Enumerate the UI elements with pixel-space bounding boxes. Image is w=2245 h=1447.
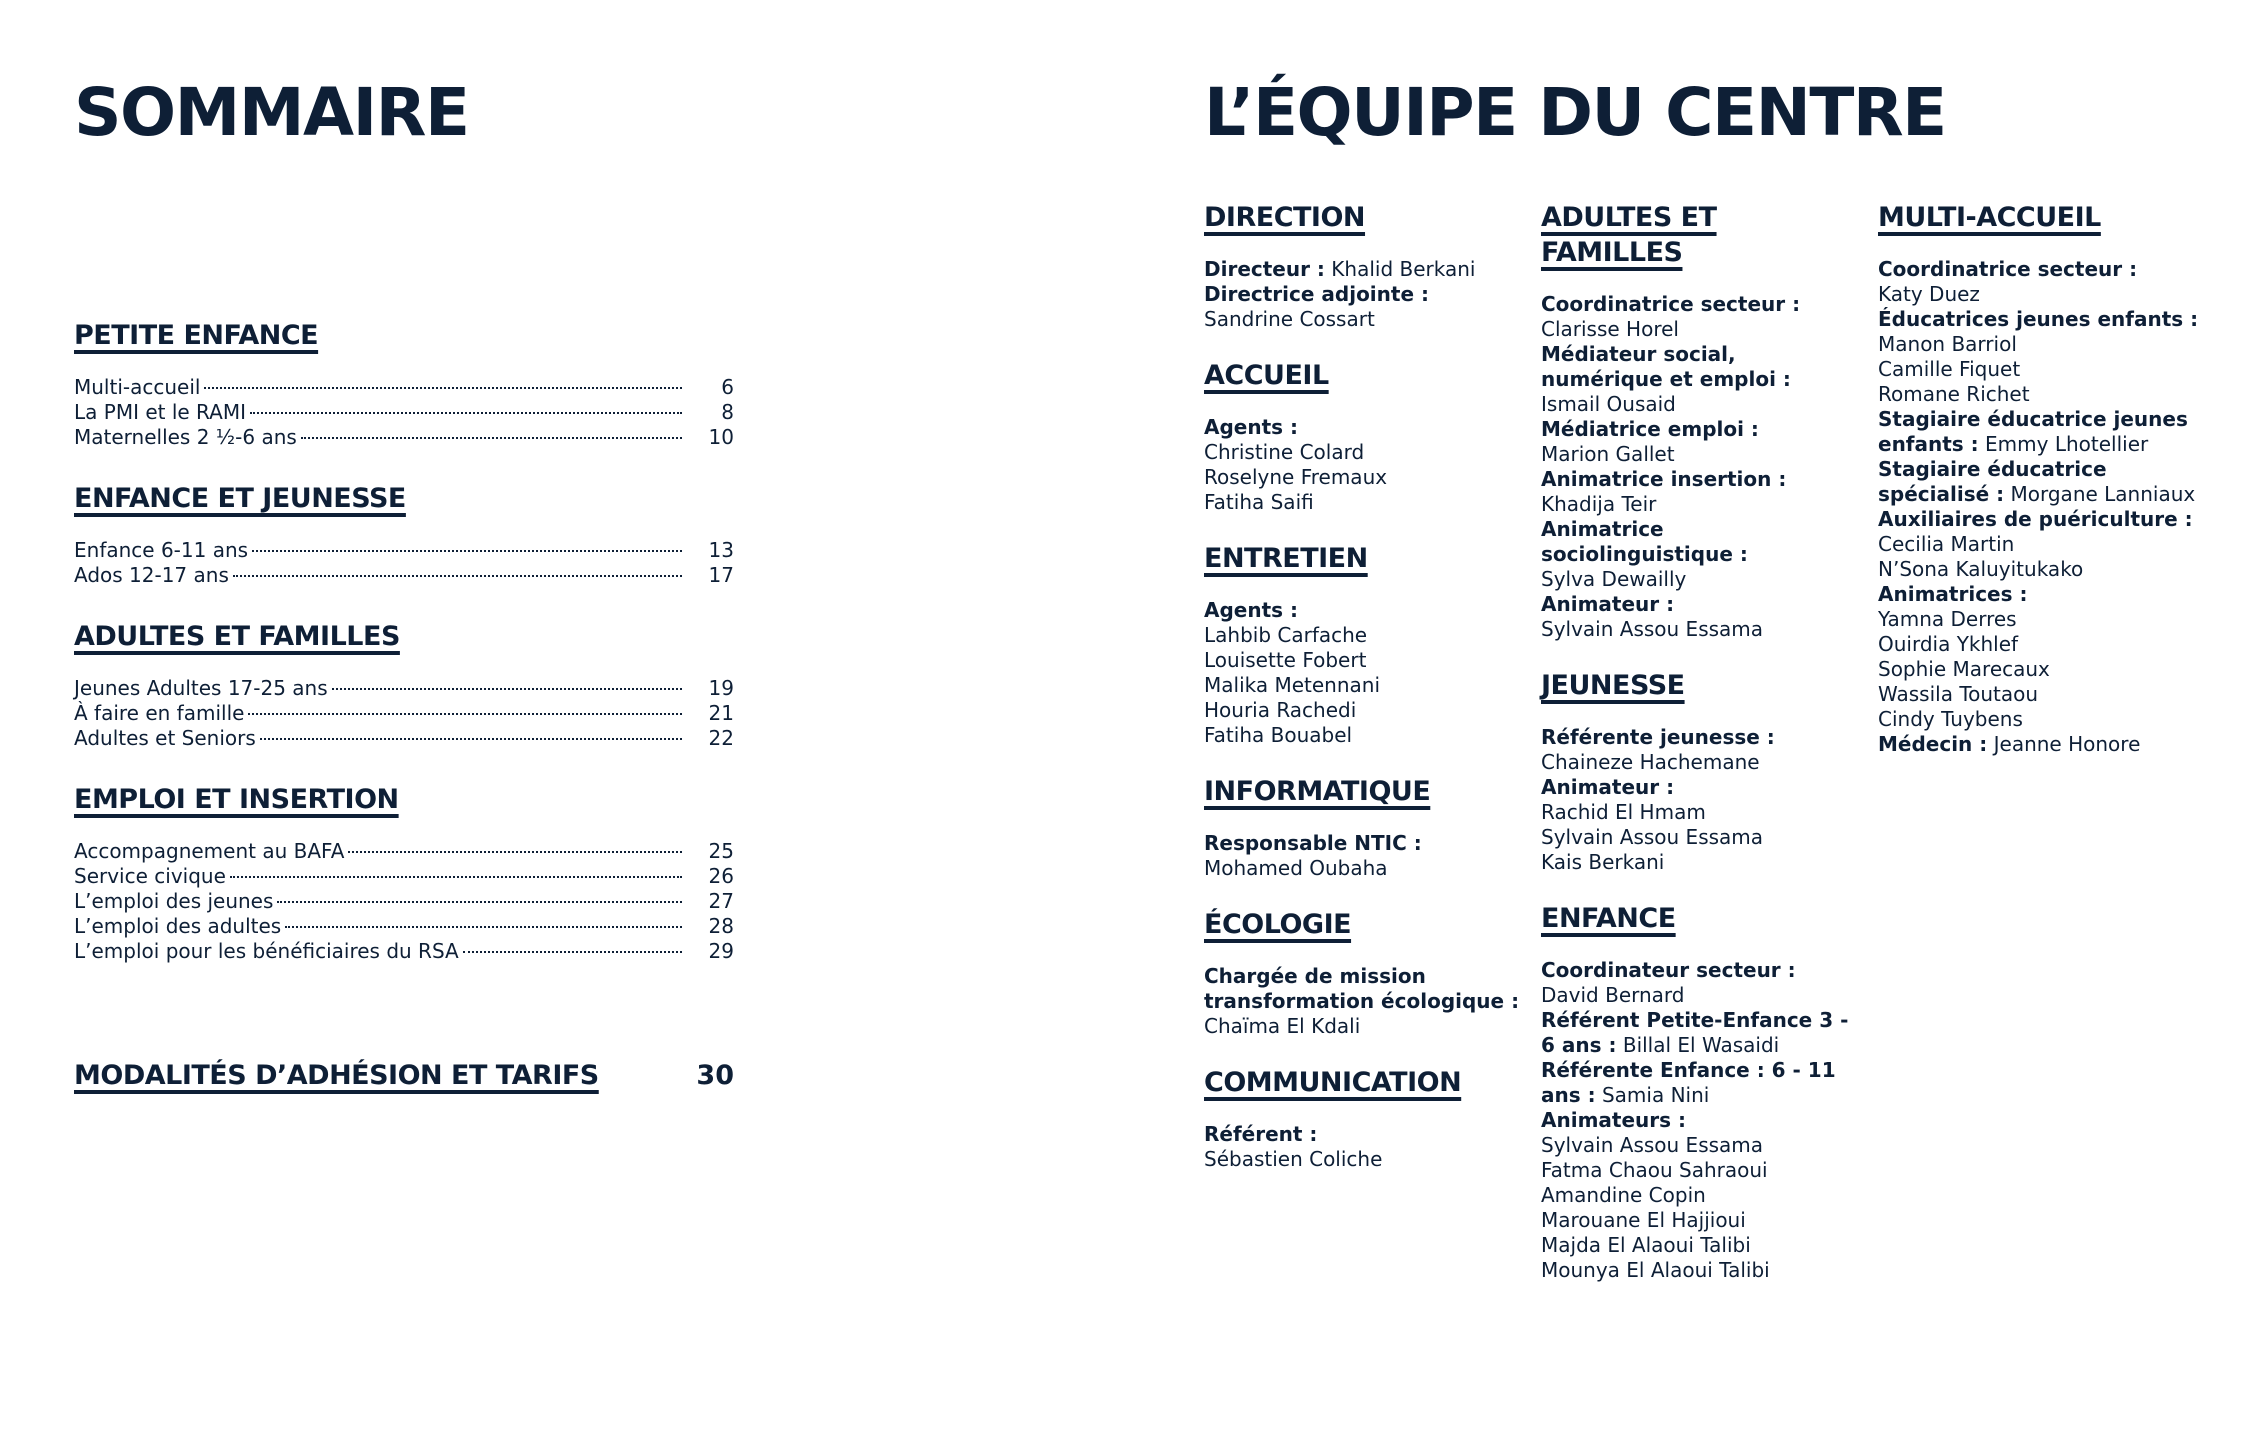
team-member-list — [1204, 1147, 1524, 1172]
team-role: Agents : — [1204, 415, 1299, 439]
team-section — [1541, 901, 1861, 1283]
team-member-list — [1541, 492, 1861, 517]
team-member: Chaineze Hachemane — [1541, 750, 1760, 774]
team-member: Sébastien Coliche — [1204, 1147, 1383, 1171]
team-member-inline: Samia Nini — [1601, 1083, 1710, 1107]
toc-entry-label[interactable]: Accompagnement au BAFA — [74, 839, 345, 863]
team-column-1 — [1204, 200, 1524, 1198]
team-member-list — [1878, 282, 2208, 307]
toc-dot-leader — [277, 901, 682, 903]
team-entry — [1204, 282, 1524, 332]
team-member-list — [1541, 617, 1861, 642]
team-role: Coordinateur secteur : — [1541, 958, 1796, 982]
team-role: Animatrice sociolinguistique : — [1541, 517, 1748, 566]
team-entry — [1204, 964, 1524, 1039]
toc-entry-label[interactable]: Ados 12-17 ans — [74, 563, 229, 587]
toc-dot-leader — [285, 926, 682, 928]
team-section — [1204, 541, 1524, 748]
team-entry — [1541, 517, 1861, 592]
toc-entry[interactable] — [74, 914, 734, 939]
team-entry — [1878, 307, 2208, 407]
team-member: Ouirdia Ykhlef — [1878, 632, 2019, 656]
team-entry — [1878, 582, 2208, 732]
team-entry — [1541, 592, 1861, 642]
team-member-list — [1204, 623, 1524, 748]
toc-entry-page: 6 — [721, 375, 734, 399]
team-member-list — [1541, 392, 1861, 417]
team-role: Stagiaire éducatrice spécialisé : — [1878, 457, 2107, 506]
team-role: Animatrice insertion : — [1541, 467, 1787, 491]
toc-entry-label[interactable]: À faire en famille — [74, 701, 245, 725]
toc-final-title[interactable]: MODALITÉS D’ADHÉSION ET TARIFS — [74, 1060, 599, 1091]
team-member: Cindy Tuybens — [1878, 707, 2023, 731]
team-role: Référent : — [1204, 1122, 1318, 1146]
toc-dot-leader — [301, 437, 682, 439]
team-column-3 — [1878, 200, 2208, 783]
team-entry — [1541, 725, 1861, 775]
team-section — [1541, 668, 1861, 875]
team-member: Wassila Toutaou — [1878, 682, 2039, 706]
team-section-title: ADULTES ET FAMILLES — [1541, 202, 1717, 268]
team-member: Amandine Copin — [1541, 1183, 1706, 1207]
team-role: Animateurs : — [1541, 1108, 1686, 1132]
team-member: Houria Rachedi — [1204, 698, 1357, 722]
toc-entry-page: 26 — [708, 864, 734, 888]
team-entry — [1878, 507, 2208, 582]
toc-section — [74, 621, 734, 751]
toc-entry-page: 21 — [708, 701, 734, 725]
team-entry — [1541, 1108, 1861, 1283]
team-member: Louisette Fobert — [1204, 648, 1367, 672]
team-member-list — [1204, 856, 1524, 881]
team-member: Marion Gallet — [1541, 442, 1675, 466]
team-member-list — [1541, 983, 1861, 1008]
toc-entry[interactable] — [74, 563, 734, 588]
page-title-equipe: L’ÉQUIPE DU CENTRE — [1204, 74, 1946, 151]
team-member-list — [1878, 607, 2208, 732]
team-member: Mohamed Oubaha — [1204, 856, 1388, 880]
team-member-list — [1541, 800, 1861, 875]
team-member: Sylva Dewailly — [1541, 567, 1687, 591]
toc-dot-leader — [332, 688, 682, 690]
team-column-2 — [1541, 200, 1861, 1309]
toc-entry[interactable] — [74, 701, 734, 726]
toc-dot-leader — [260, 738, 682, 740]
toc-dot-leader — [252, 550, 682, 552]
team-role: Animatrices : — [1878, 582, 2028, 606]
team-member-list — [1541, 567, 1861, 592]
team-member: Roselyne Fremaux — [1204, 465, 1388, 489]
toc-list — [74, 676, 734, 751]
team-member-list — [1878, 357, 2208, 407]
team-member: Kais Berkani — [1541, 850, 1665, 874]
team-member-inline: Khalid Berkani — [1331, 257, 1476, 281]
team-entry — [1878, 457, 2208, 507]
toc-section-title: ADULTES ET FAMILLES — [74, 621, 400, 652]
toc-entry-label[interactable]: Enfance 6-11 ans — [74, 538, 249, 562]
team-member-inline: Billal El Wasaidi — [1622, 1033, 1780, 1057]
toc-section-title: EMPLOI ET INSERTION — [74, 784, 399, 815]
team-member: Sylvain Assou Essama — [1541, 617, 1764, 641]
team-section — [1204, 358, 1524, 515]
team-member-list — [1541, 750, 1861, 775]
team-member: Marouane El Hajjioui — [1541, 1208, 1746, 1232]
toc-entry-label[interactable]: L’emploi des jeunes — [74, 889, 274, 913]
team-member: Fatma Chaou Sahraoui — [1541, 1158, 1768, 1182]
team-section-title: ACCUEIL — [1204, 360, 1329, 391]
team-entry — [1541, 958, 1861, 1008]
team-section-title: ENFANCE — [1541, 903, 1676, 934]
team-role: Animateur : — [1541, 592, 1675, 616]
team-entry — [1878, 732, 2208, 757]
toc-dot-leader — [348, 851, 682, 853]
toc-entry[interactable] — [74, 375, 734, 400]
team-member: Chaïma El Kdali — [1204, 1014, 1361, 1038]
team-member: Sylvain Assou Essama — [1541, 825, 1764, 849]
toc-entry-page: 27 — [708, 889, 734, 913]
table-of-contents — [74, 320, 734, 997]
toc-dot-leader — [230, 876, 682, 878]
toc-entry-label[interactable]: L’emploi pour les bénéficiaires du RSA — [74, 939, 459, 963]
team-entry — [1878, 407, 2208, 457]
toc-entry[interactable] — [74, 726, 734, 751]
team-member: Rachid El Hmam — [1541, 800, 1706, 824]
team-role: Auxiliaires de puériculture : — [1878, 507, 2193, 531]
team-role: Responsable NTIC : — [1204, 831, 1422, 855]
toc-dot-leader — [204, 387, 682, 389]
team-role: Coordinatrice secteur : — [1541, 292, 1801, 316]
team-member-inline: Manon Barriol — [1878, 332, 2017, 356]
toc-entry-page: 28 — [708, 914, 734, 938]
team-entry — [1541, 467, 1861, 517]
team-entry — [1204, 598, 1524, 748]
toc-entry-label[interactable]: Service civique — [74, 864, 226, 888]
team-member: Fatiha Bouabel — [1204, 723, 1353, 747]
team-member-list — [1541, 317, 1861, 342]
team-member: Sophie Marecaux — [1878, 657, 2050, 681]
toc-dot-leader — [463, 951, 682, 953]
team-member: Christine Colard — [1204, 440, 1365, 464]
toc-entry[interactable] — [74, 676, 734, 701]
team-member-inline: Jeanne Honore — [1993, 732, 2141, 756]
team-member: Sylvain Assou Essama — [1541, 1133, 1764, 1157]
team-member: Sandrine Cossart — [1204, 307, 1375, 331]
toc-entry-page: 13 — [708, 538, 734, 562]
team-role: Coordinatrice secteur : — [1878, 257, 2138, 281]
team-section — [1204, 774, 1524, 881]
team-member-list — [1541, 442, 1861, 467]
toc-entry-page: 10 — [708, 425, 734, 449]
toc-dot-leader — [248, 713, 682, 715]
team-section-title: ENTRETIEN — [1204, 543, 1368, 574]
toc-section — [74, 483, 734, 588]
toc-entry-label[interactable]: Adultes et Seniors — [74, 726, 256, 750]
team-section-title: ÉCOLOGIE — [1204, 909, 1352, 940]
toc-entry[interactable] — [74, 538, 734, 563]
toc-final-page: 30 — [696, 1060, 734, 1091]
toc-entry[interactable] — [74, 889, 734, 914]
team-member: Majda El Alaoui Talibi — [1541, 1233, 1751, 1257]
toc-entry-label[interactable]: L’emploi des adultes — [74, 914, 282, 938]
team-entry — [1541, 1058, 1861, 1108]
team-member: N’Sona Kaluyitukako — [1878, 557, 2084, 581]
team-member: Camille Fiquet — [1878, 357, 2021, 381]
toc-entry-label[interactable]: La PMI et le RAMI — [74, 400, 246, 424]
toc-entry[interactable] — [74, 425, 734, 450]
team-role: Référente Enfance : 6 - 11 ans : — [1541, 1058, 1836, 1107]
toc-list — [74, 538, 734, 588]
page-title-sommaire: SOMMAIRE — [74, 74, 469, 151]
team-member: Ismail Ousaid — [1541, 392, 1676, 416]
toc-section — [74, 784, 734, 964]
team-role: Médiatrice emploi : — [1541, 417, 1759, 441]
team-section — [1204, 200, 1524, 332]
toc-section-title: ENFANCE ET JEUNESSE — [74, 483, 406, 514]
toc-entry-page: 8 — [721, 400, 734, 424]
toc-entry[interactable] — [74, 864, 734, 889]
team-member: Katy Duez — [1878, 282, 1980, 306]
team-member-list — [1541, 1133, 1861, 1283]
team-section-title: MULTI-ACCUEIL — [1878, 202, 2101, 233]
team-member: Romane Richet — [1878, 382, 2030, 406]
team-entry — [1204, 831, 1524, 881]
team-role: Stagiaire éducatrice jeunes enfants : — [1878, 407, 2188, 456]
team-role: Médecin : — [1878, 732, 1988, 756]
team-member: Mounya El Alaoui Talibi — [1541, 1258, 1770, 1282]
team-member-list — [1204, 1014, 1524, 1039]
toc-entry-page: 17 — [708, 563, 734, 587]
team-role: Animateur : — [1541, 775, 1675, 799]
team-role: Chargée de mission transformation écologique : — [1204, 964, 1520, 1013]
toc-final-entry[interactable] — [74, 1060, 734, 1091]
team-section — [1878, 200, 2208, 757]
team-role: Éducatrices jeunes enfants : — [1878, 307, 2199, 331]
team-section — [1541, 200, 1861, 642]
team-member: Khadija Teir — [1541, 492, 1657, 516]
team-section — [1204, 907, 1524, 1039]
team-member-inline: Emmy Lhotellier — [1985, 432, 2149, 456]
team-member: Clarisse Horel — [1541, 317, 1679, 341]
team-member: Fatiha Saifi — [1204, 490, 1314, 514]
team-role: Référent Petite-Enfance 3 - 6 ans : — [1541, 1008, 1849, 1057]
team-entry — [1541, 417, 1861, 467]
toc-entry-label[interactable]: Multi-accueil — [74, 375, 201, 399]
toc-entry-page: 29 — [708, 939, 734, 963]
team-role: Directeur : — [1204, 257, 1325, 281]
toc-list — [74, 375, 734, 450]
team-section — [1204, 1065, 1524, 1172]
toc-entry-label[interactable]: Maternelles 2 ½-6 ans — [74, 425, 297, 449]
toc-entry-label[interactable]: Jeunes Adultes 17-25 ans — [74, 676, 328, 700]
team-section-title: JEUNESSE — [1541, 670, 1685, 701]
toc-section-title: PETITE ENFANCE — [74, 320, 319, 351]
team-section-title: COMMUNICATION — [1204, 1067, 1462, 1098]
toc-entry-page: 25 — [708, 839, 734, 863]
team-entry — [1204, 257, 1524, 282]
team-member: Lahbib Carfache — [1204, 623, 1368, 647]
team-role: Référente jeunesse : — [1541, 725, 1775, 749]
toc-list — [74, 839, 734, 964]
team-member-list — [1204, 440, 1524, 515]
team-entry — [1541, 342, 1861, 417]
team-entry — [1541, 775, 1861, 875]
team-role: Agents : — [1204, 598, 1299, 622]
toc-entry[interactable] — [74, 400, 734, 425]
team-entry — [1541, 292, 1861, 342]
team-member: Malika Metennani — [1204, 673, 1381, 697]
team-entry — [1878, 257, 2208, 307]
team-member: Cecilia Martin — [1878, 532, 2015, 556]
team-section-title: DIRECTION — [1204, 202, 1366, 233]
toc-entry-page: 22 — [708, 726, 734, 750]
toc-entry[interactable] — [74, 939, 734, 964]
team-member-inline: Morgane Lanniaux — [2010, 482, 2196, 506]
team-entry — [1204, 415, 1524, 515]
team-role: Directrice adjointe : — [1204, 282, 1429, 306]
toc-dot-leader — [250, 412, 682, 414]
toc-section — [74, 320, 734, 450]
team-member: David Bernard — [1541, 983, 1685, 1007]
toc-dot-leader — [233, 575, 682, 577]
team-member: Yamna Derres — [1878, 607, 2017, 631]
team-role: Médiateur social, numérique et emploi : — [1541, 342, 1791, 391]
team-member-list — [1204, 307, 1524, 332]
toc-entry[interactable] — [74, 839, 734, 864]
team-member-list — [1878, 532, 2208, 582]
team-section-title: INFORMATIQUE — [1204, 776, 1431, 807]
team-entry — [1541, 1008, 1861, 1058]
toc-entry-page: 19 — [708, 676, 734, 700]
team-entry — [1204, 1122, 1524, 1172]
